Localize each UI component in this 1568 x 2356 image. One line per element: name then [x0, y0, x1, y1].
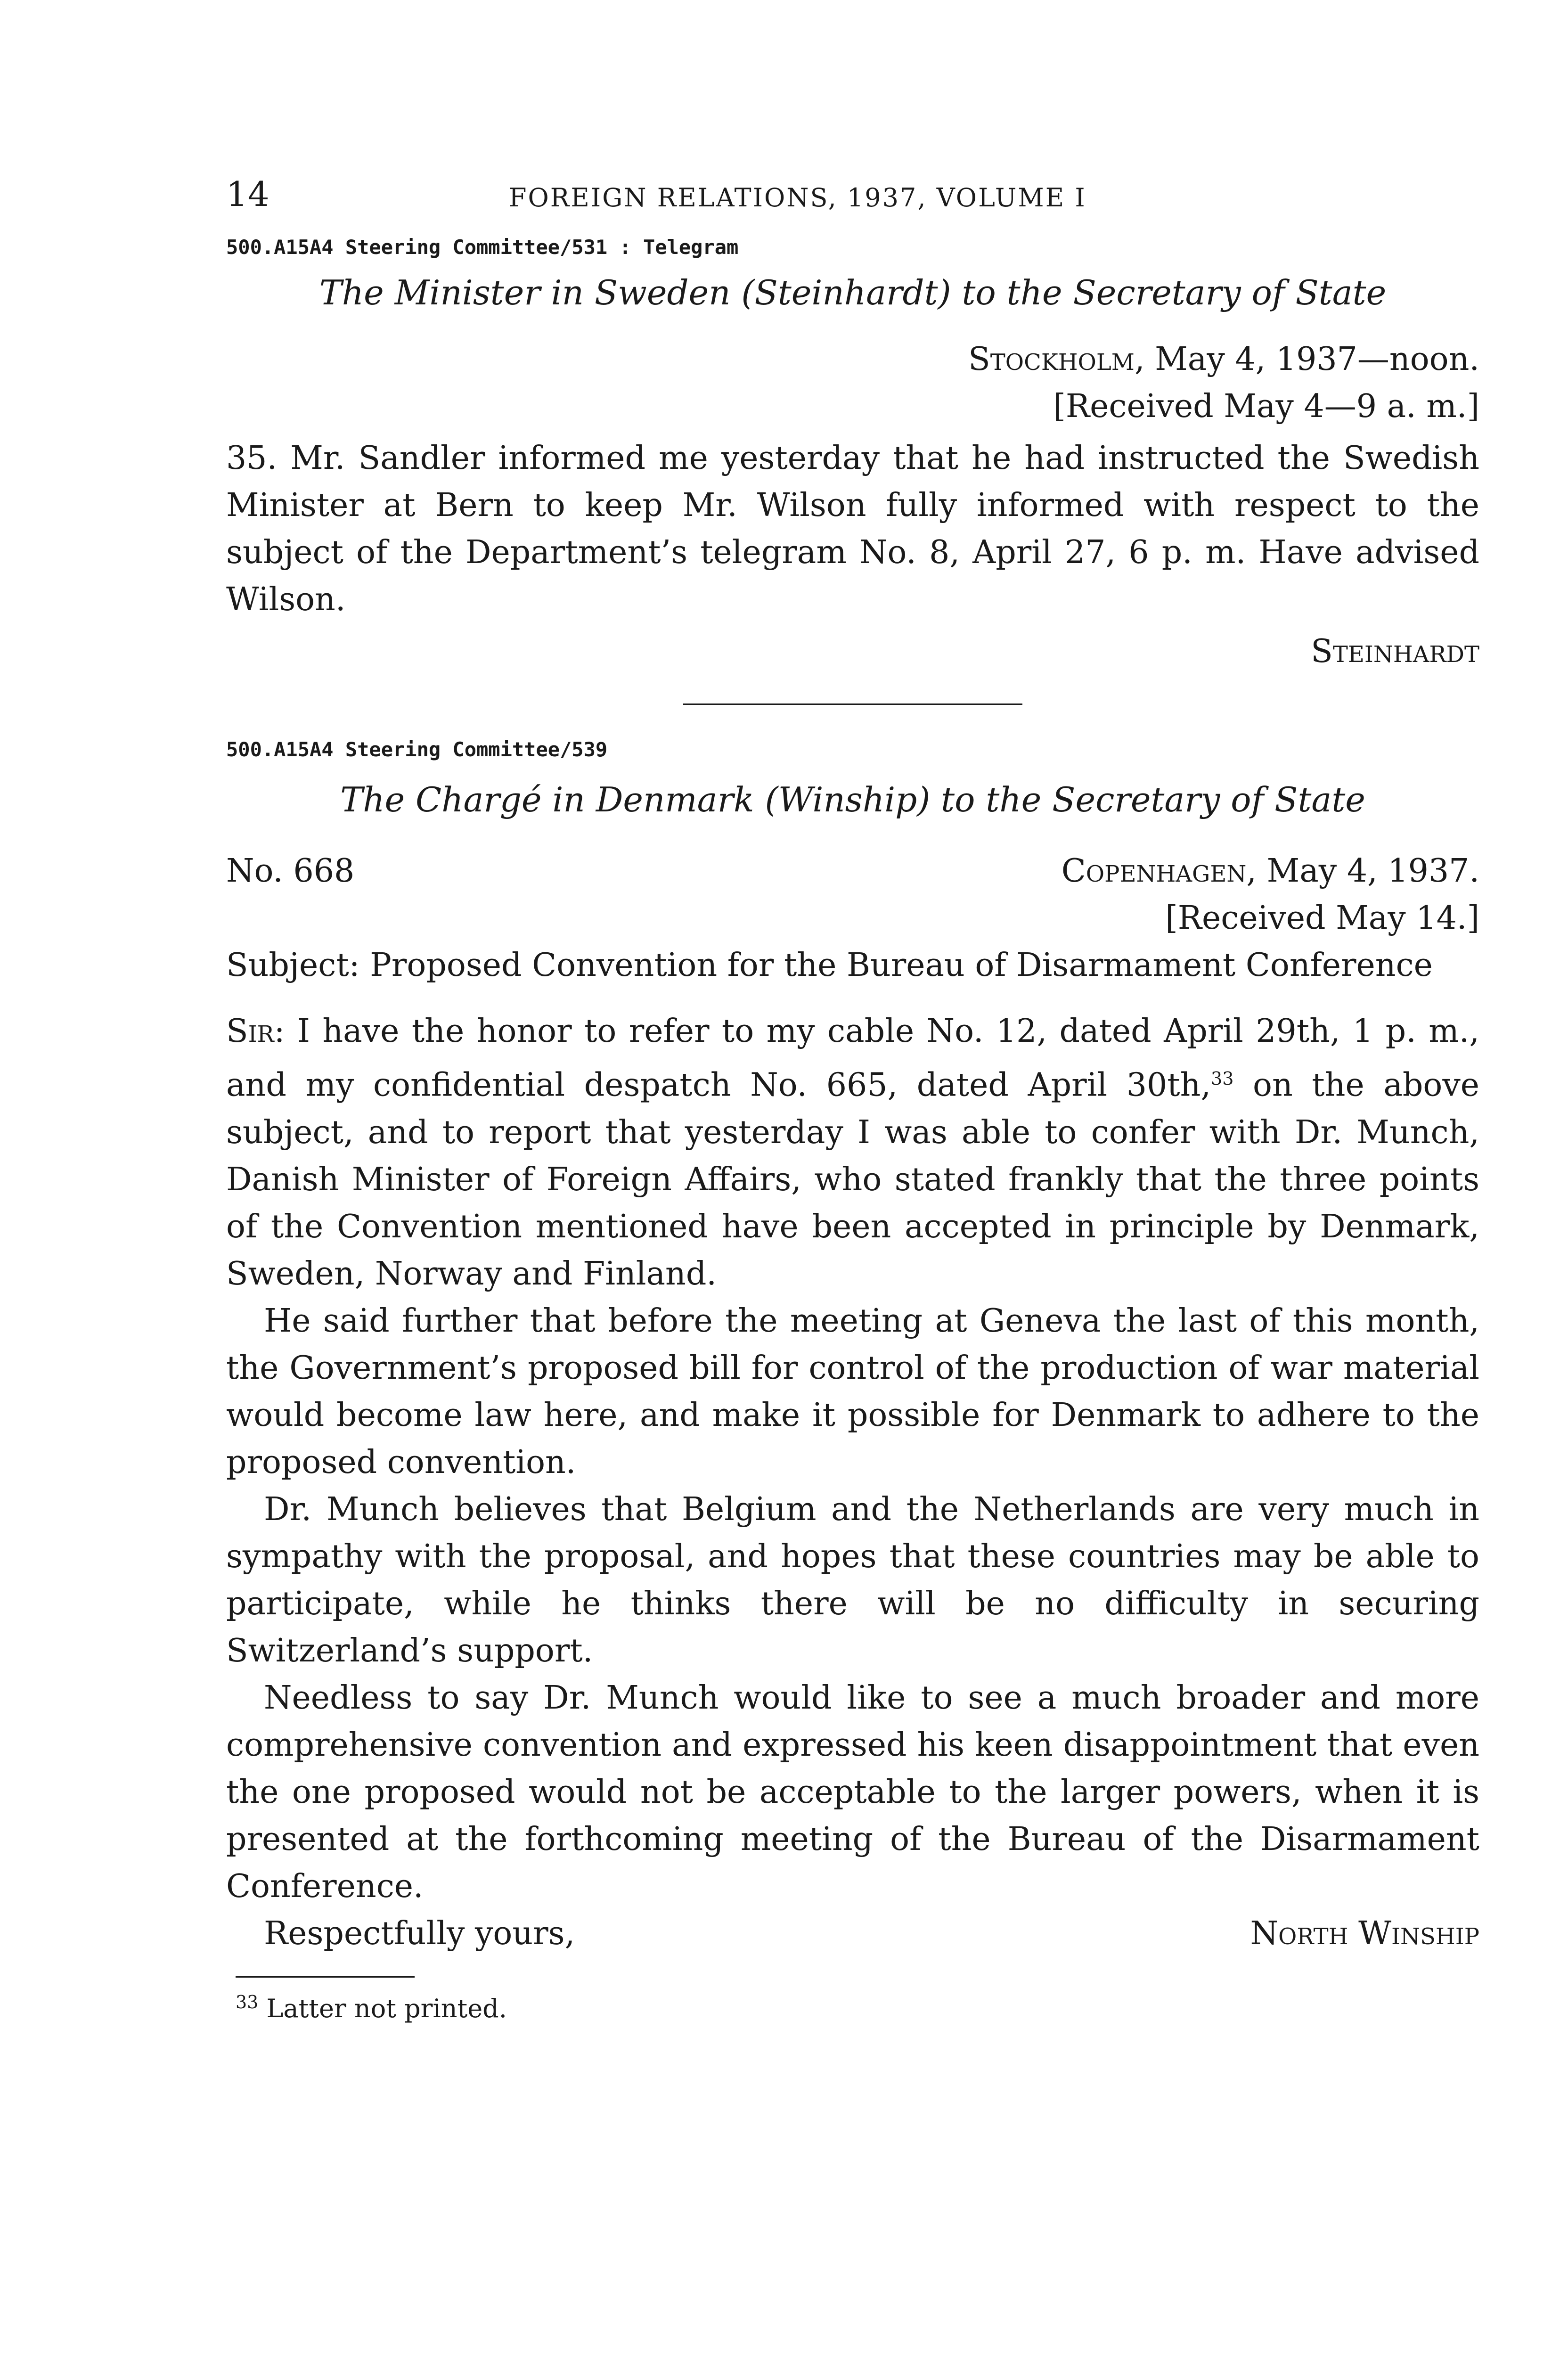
date: , May 4, 1937. [1246, 852, 1479, 890]
footnote-text: Latter not printed. [266, 1993, 507, 2023]
dateline [226, 336, 1479, 383]
place: Copenhagen [1061, 852, 1247, 890]
closing: Respectfully yours, [264, 1914, 575, 1952]
paragraph-text: I have the honor to refer to my cable No. 12, dated April 29th, 1 p. m., and my confidential despatch No. 665, dated April 30th, [226, 1013, 1479, 1104]
signature: Steinhardt [1311, 633, 1479, 670]
footnote-marker: 33 [236, 1991, 259, 2012]
section-divider [683, 704, 1022, 705]
document-title: The Chargé in Denmark (Winship) to the Secretary of State [340, 780, 1365, 819]
file-reference: 500.A15A4 Steering Committee/539 [226, 738, 608, 761]
paragraph: Dr. Munch believes that Belgium and the Netherlands are very much in sympathy with the proposal, and hopes that these countries may be able to participate, while he thinks there will be no difficulty in securing Switzerland’s support. [226, 1490, 1479, 1669]
document-page [226, 174, 1479, 2023]
signature: North Winship [1250, 1914, 1479, 1952]
salutation: Sir: [226, 1013, 285, 1050]
document-title: The Minister in Sweden (Steinhardt) to the Secretary of State [319, 273, 1387, 312]
despatch-number: No. 668 [226, 852, 355, 890]
paragraph: He said further that before the meeting at Geneva the last of this month, the Government’s proposed bill for control of the production of war material would become law here, and make it possible for Denmark to adhere to the proposed convention. [226, 1302, 1479, 1481]
paragraph-text: on the above subject, and to report that yesterday I was able to confer with Dr. Munch, Danish Minister of Foreign Affairs, who stated frankly that the three points of the Convention mentioned have been accepted in principle by Denmark, Sweden, Norway and Finland. [226, 1066, 1479, 1293]
paragraph: Needless to say Dr. Munch would like to see a much broader and more comprehensive convention and expressed his keen disappointment that even the one proposed would not be acceptable to the larger powers, when it is presented at the forthcoming meeting of the Bureau of the Disarmament Conference. [226, 1679, 1479, 1905]
subject-line: Subject: Proposed Convention for the Bureau of Disarmament Conference [226, 947, 1433, 984]
footnote-rule [236, 1976, 415, 1978]
received-note: [Received May 4—9 a. m.] [1053, 388, 1479, 425]
footnote [226, 1992, 1479, 2023]
date: , May 4, 1937—noon. [1134, 341, 1479, 378]
file-reference: 500.A15A4 Steering Committee/531 : Telegram [226, 236, 739, 259]
footnote-ref: 33 [1211, 1068, 1234, 1089]
page-number: 14 [226, 174, 270, 214]
dateline-row [226, 848, 1479, 895]
page-header [226, 174, 1479, 226]
place: Stockholm [968, 341, 1135, 378]
paragraph [226, 1008, 1479, 1298]
telegram-body: 35. Mr. Sandler informed me yesterday that he had instructed the Swedish Minister at Bern to keep Mr. Wilson fully informed with respect to the subject of the Department’s telegram No. 8, April 27, 6 p. m. Have advised Wilson. [226, 440, 1479, 618]
closing-row [226, 1910, 1479, 1957]
running-head: FOREIGN RELATIONS, 1937, VOLUME I [509, 183, 1086, 213]
dateline [1062, 848, 1479, 895]
received-note: [Received May 14.] [1165, 900, 1479, 937]
